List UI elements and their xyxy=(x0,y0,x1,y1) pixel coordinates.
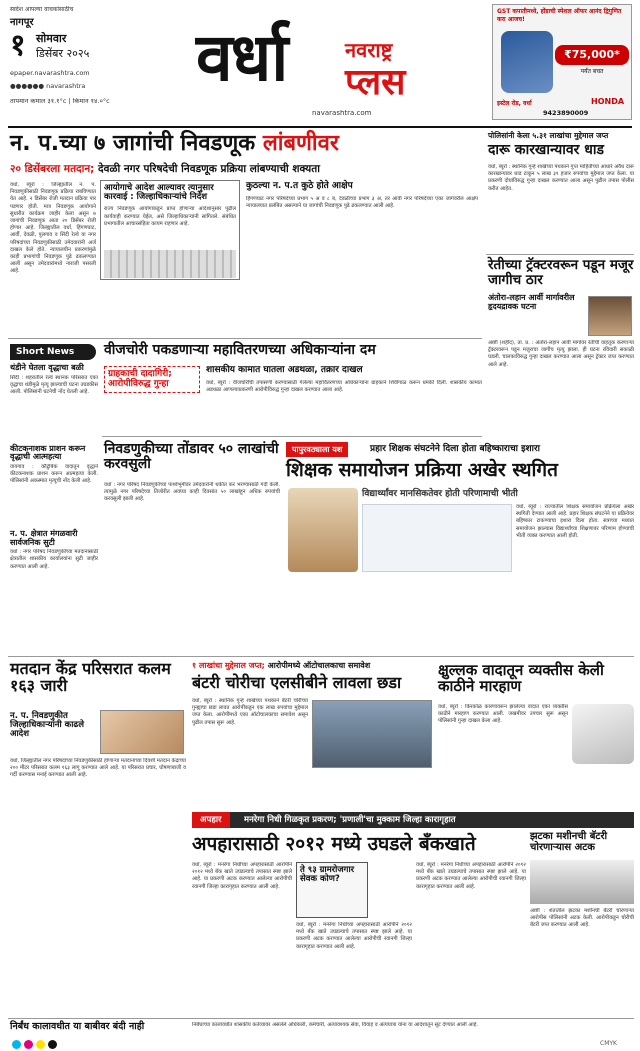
city: नागपूर xyxy=(10,17,34,28)
brand-main: वर्धा xyxy=(196,19,287,96)
lead-headline-a: न. प.च्या ७ जागांची निवडणूक xyxy=(10,131,263,156)
tractor-body: आष्टी (शहीद), ता. प्र. : अंतोरा-लहान आर्वी मार्गावर रेतीची वाहतूक करणाऱ्या ट्रॅक्टरवरून पडून मजुराचा जागीच मृत्यू झाला. ही घटना रविवारी सकाळी घडली. चालकाविरुद्ध गुन्हा दाखल करण्यात आला असून ट्रॅक्टर जप्त करण्यात आले आहे. xyxy=(488,340,634,368)
short-news-body: सिंदी : शहरातील रेल्वे स्थानक परिसरात एका वृद्धाचा थंडीमुळे मृत्यू झाल्याची घटना उघडकीस आली. पोलिसांनी घटनेची नोंद घेतली आहे. xyxy=(10,374,98,396)
ad-dealer: इस्टेल रोड, वर्धा xyxy=(497,100,532,107)
epaper-url[interactable]: epaper.navarashtra.com xyxy=(10,70,90,77)
tagline: स्वदेश आपल्या वाचकांसाठीच xyxy=(10,6,74,13)
teacher-strip xyxy=(286,442,634,457)
lead-kicker xyxy=(10,164,480,175)
lead-kicker-text: देवळी नगर परिषदेची निवडणूक प्रक्रिया लांबण्याची शक्यता xyxy=(98,163,320,175)
teacher-kicker: विद्यार्थ्यांवर मानसिकतेवर होती परिणामाची भीती xyxy=(362,489,518,499)
masthead xyxy=(0,0,640,128)
battery-tag xyxy=(192,662,432,671)
victim-photo xyxy=(588,296,632,336)
short-news-title: थंडीने घेतला वृद्धाचा बळी xyxy=(10,363,84,372)
honda-ad[interactable] xyxy=(492,4,632,120)
kidnap-strip-text: मनरेगा निधी गिळकृत प्रकरण; 'प्रणाली'चा मुक्काम जिल्हा कारागृहात xyxy=(244,815,456,825)
power-sub: शासकीय कामात घातला अडथळा, तक्रार दाखल xyxy=(206,365,363,375)
short-news-body: वर्धा : नगर परिषद निवडणुकीच्या मतदानासाठी क्षेत्रातील शासकीय कार्यालयांना सुटी जाहीर करण्यात आली आहे. xyxy=(10,549,98,570)
ad-price-note: पर्यंत बचत xyxy=(580,68,604,75)
tractor-title: रेतीच्या ट्रॅक्टरवरून पडून मजूर जागीच ठार xyxy=(488,257,634,288)
fight-title: क्षुल्लक वादातून व्यक्तीस केली काठीने मारहाण xyxy=(438,661,604,696)
teacher-arrow-text: प्रहार शिक्षक संघटनेने दिला होता बहिष्काराचा इशारा xyxy=(370,444,541,454)
liquor-title: दारू कारखान्यावर धाड xyxy=(488,142,604,158)
teacher-illustration xyxy=(288,488,358,572)
kidnap-title: अपहारासाठी २०१२ मध्ये उघडले बँकखाते xyxy=(192,833,476,855)
lead-kicker-red: २० डिसेंबरला मतदान; xyxy=(10,163,95,175)
battery-tag-rest: आरोपीमध्ये ऑटोचालकाचा समावेश xyxy=(267,661,371,670)
liquor-rule xyxy=(486,254,634,255)
footer-page: CMYK xyxy=(600,1040,617,1047)
kidnap-body-2: वर्धा, ब्यूरो : मनरेगा निधीच्या अपहारासाठी आरोपीने २०१२ मध्ये बँक खाते उघडल्याचे तपासात स्पष्ट झाले आहे. या प्रकरणी अटक करण्यात आलेल्या आरोपीची रवानगी जिल्हा कारागृहात करण्यात आली आहे. xyxy=(296,922,412,950)
short-news-badge xyxy=(10,344,96,360)
kidnap-box xyxy=(296,862,368,918)
polling-rule xyxy=(8,656,634,657)
lead-headline xyxy=(10,132,480,156)
short-news-list xyxy=(10,364,98,654)
lead-body: वर्धा, ब्यूरो : जिल्ह्यातील न. प. निवडणुकीसाठी निवडणूक प्रक्रिया राबविण्यात येत आहे. २ डिसेंबर रोजी मतदान प्रक्रिया पार पडणार होती. मात्र निवडणूक आयोगाने सुधारीत कार्यक्रम जाहीर केला असून ७ जागांची निवडणूक आता २० डिसेंबर रोजी होणार आहे. जिल्ह्यातील वर्धा, हिंगणघाट, आर्वी, देवळी, पुलगाव व सिंदी रेल्वे या नगर परिषदांच्या निवडणुकीसाठी उमेदवारांनी अर्ज दाखल केले होते. न्यायालयीन प्रकरणांमुळे काही प्रभागांची निवडणूक पुढे ढकलण्यात आली असून उमेदवारांमध्ये नाराजी पसरली आहे. xyxy=(10,182,96,275)
registration-mark xyxy=(12,1040,21,1049)
social-icons[interactable] xyxy=(10,82,150,92)
ad-offer: GST कपातीमध्ये, होंडाची स्पेशल ऑफर आनंद द्विगुणित करा आजच! xyxy=(497,8,622,23)
day: सोमवार xyxy=(36,32,67,45)
voting-finger-photo xyxy=(100,710,184,754)
jhatka-illustration xyxy=(530,860,634,904)
social-handle: navarashtra xyxy=(46,82,86,90)
short-news-body: वायगाव : कौटुंबिक वादातून वृद्धाने कीटकनाशक प्राशन करून आत्महत्या केली. पोलिसांनी अकस्मात मृत्यूची नोंद केली आहे. xyxy=(10,463,98,485)
polling-sub: न. प. निवडणुकीत जिल्हाधिकाऱ्यांनी काढले आदेश xyxy=(10,711,84,740)
fight-body: वर्धा, ब्यूरो : किरकोळ कारणावरून झालेल्या वादात एका व्यक्तीस काठीने मारहाण करण्यात आली. जखमीवर उपचार सुरू असून पोलिसांनी गुन्हा दाखल केला आहे. xyxy=(438,704,568,725)
ban-body: निर्बंधाच्या कालावधीत शासकीय कर्तव्यावर असलेले अधिकारी, कर्मचारी, अत्यावश्यक सेवा, विवाह व अंत्ययात्रा यांना या आदेशातून सूट देण्यात आली आहे. xyxy=(192,1022,479,1028)
battery-title: बंटरी चोरीचा एलसीबीने लावला छडा xyxy=(192,673,402,692)
teacher-body: वर्धा, ब्यूरो : राज्यातील शिक्षक समायोजन प्रक्रियेला अखेर स्थगिती देण्यात आली आहे. प्रहार शिक्षक संघटनेने या प्रक्रियेवर बहिष्कार टाकण्याचा इशारा दिला होता. सत्राच्या मध्यात समायोजन झाल्यास विद्यार्थ्यांच्या शिक्षणावर परिणाम होण्याची भीती व्यक्त करण्यात आली होती. xyxy=(516,504,634,539)
power-body: वर्धा, ब्यूरो : वीजचोरीची तपासणी करण्यासाठी गेलेल्या महावितरणच्या अधिकाऱ्यांना ग्राहकाने शिवीगाळ करून धमकी दिली. शासकीय कामात अडथळा आणल्याप्रकरणी आरोपीविरुद्ध गुन्हा दाखल करण्यात आला आहे. xyxy=(206,380,482,394)
date-number: १ xyxy=(10,28,26,63)
teacher-title: शिक्षक समायोजन प्रक्रिया अखेर स्थगित xyxy=(286,459,558,481)
fight-illustration xyxy=(572,704,634,764)
teacher-tag: पापुरवठ्याला यश xyxy=(286,442,348,457)
power-quote: ग्राहकाची दादागिरी; आरोपीविरुद्ध गुन्हा xyxy=(104,366,200,393)
social-icon: ●●●●●● xyxy=(10,82,47,90)
power-title: वीजचोरी पकडणाऱ्या महावितरणच्या अधिकाऱ्यांना दम xyxy=(104,342,376,358)
short-news-title: न. प. क्षेत्रात मंगळवारी सार्वजनिक सुटी xyxy=(10,528,78,547)
lead-box-head: आयोगाचे आदेश आल्यावर त्यानुसार कारवाई : जिल्हाधिकाऱ्यांचे निर्देश xyxy=(104,183,214,203)
polling-body: वर्धा, जिल्ह्यातील नगर परिषदांच्या निवडणुकीसाठी होणाऱ्या मतदानाच्या दिवशी मतदान केंद्राच्या २०० मीटर परिसरात कलम १६३ लागू करण्यात आले आहे. या परिसरात प्रचार, घोषणाबाजी व गर्दी करण्यास मनाई करण्यात आली आहे. xyxy=(10,758,186,779)
lead-headline-b: लांबणीवर xyxy=(262,131,339,156)
polling-title: मतदान केंद्र परिसरात कलम १६३ जारी xyxy=(10,659,171,696)
liquor-head: पोलिसांनी केला ५.३१ लाखांचा मुद्देमाल जप्त xyxy=(488,131,609,140)
kidnap-box-title: ते ९३ ग्रामरोजगार सेवक कोण? xyxy=(300,865,355,885)
ban-title: निर्बंध कालावधीत या बाबीवर बंदी नाही xyxy=(10,1021,145,1032)
teacher-diagram xyxy=(362,504,512,572)
short-news-label: Short News xyxy=(16,347,75,357)
ad-brand: HONDA xyxy=(591,97,625,106)
masthead-divider xyxy=(8,126,632,128)
scooter-image xyxy=(501,31,553,93)
kidnap-strip-label: अपहार xyxy=(192,812,230,828)
ad-price: ₹75,000* xyxy=(555,45,629,65)
tractor-kicker: अंतोरा-लहान आर्वी मार्गावरील हृदयद्रावक घटना xyxy=(488,293,575,311)
brand-sub2: प्लस xyxy=(345,62,406,103)
registration-mark xyxy=(36,1040,45,1049)
short-news-title: कीटकनाशक प्राशन करून वृद्धाची आत्महत्या xyxy=(10,443,86,462)
site-url[interactable]: navarashtra.com xyxy=(312,110,372,117)
liquor-body: वर्धा, ब्यूरो : स्थानिक गुन्हे शाखेच्या पथकाने गुप्त माहितीच्या आधारे अवैध दारू कारखान्यावर धाड टाकून ५ लाख ३१ हजार रुपयांचा मुद्देमाल जप्त केला. या प्रकरणी दोघांविरुद्ध गुन्हा दाखल करण्यात आला असून पुढील तपास पोलीस करीत आहेत. xyxy=(488,164,634,192)
police-team-photo xyxy=(312,700,432,768)
tax-title: निवडणुकीच्या तोंडावर ५० लाखांची करवसुली xyxy=(104,441,279,473)
registration-mark xyxy=(24,1040,33,1049)
kidnap-body: वर्धा, ब्यूरो : मनरेगा निधीच्या अपहारासाठी आरोपीने २०१२ मध्ये बँक खाते उघडल्याचे तपासात स्पष्ट झाले आहे. या प्रकरणी अटक करण्यात आलेल्या आरोपीची रवानगी जिल्हा कारागृहात करण्यात आली आहे. xyxy=(192,862,292,890)
lead-bottom-rule xyxy=(8,338,482,339)
power-rule xyxy=(102,436,482,437)
kidnap-strip xyxy=(192,812,634,828)
battery-body: वर्धा, ब्यूरो : स्थानिक गुन्हे शाखेच्या पथकाने बॅटरी चोरीच्या गुन्ह्याचा छडा लावत आरोपींकडून एक लाख रुपयांचा मुद्देमाल जप्त केला. आरोपींमध्ये एका ऑटोचालकाचा समावेश असून पुढील तपास सुरू आहे. xyxy=(192,698,308,726)
battery-tag-red: १ लाखांचा मुद्देमाल जप्त; xyxy=(192,661,265,670)
lead-side-body: हिंगणघाट नगर परिषदेच्या प्रभाग ५ अ व ८ ब, देवळीच्या प्रभाग ३ अ, तर आर्वी नगर परिषदेच्या एका जागेवरील आक्षेप न्यायालयात प्रलंबित असल्याने या जागांची निवडणूक पुढे ढकलण्यात आली आहे. xyxy=(246,196,478,210)
lead-box-body: राज्य निवडणूक आयोगाकडून प्राप्त होणाऱ्या आदेशानुसार पुढील कार्यवाही करण्यात येईल, असे जिल्हाधिकाऱ्यांनी सांगितले. संबंधित प्रभागातील आचारसंहिता कायम राहणार आहे. xyxy=(104,206,236,227)
lead-side-head: कुठल्या न. प.त कुठे होते आक्षेप xyxy=(246,181,353,191)
jhatka-title: झटका मशीनची बॅटरी चोरणाऱ्यास अटक xyxy=(530,831,608,853)
kidnap-body-3: वर्धा, ब्यूरो : मनरेगा निधीच्या अपहारासाठी आरोपीने २०१२ मध्ये बँक खाते उघडल्याचे तपासात स्पष्ट झाले आहे. या प्रकरणी अटक करण्यात आलेल्या आरोपीची रवानगी जिल्हा कारागृहात करण्यात आली आहे. xyxy=(416,862,526,890)
ad-phone: 9423890009 xyxy=(543,109,589,117)
weather: तापमान कमाल ३१.१°c | किमान १४.०°c xyxy=(10,98,110,105)
tax-body: वर्धा : नगर परिषद निवडणुकीच्या पार्श्वभूमीवर उमेदवारांनी थकीत कर भरण्यासाठी गर्दी केली. त्यामुळे नगर परिषदेच्या तिजोरीत अवघ्या काही दिवसांत ५० लाखांहून अधिक रुपयांची करवसुली झाली आहे. xyxy=(104,482,280,503)
date: डिसेंबर २०२५ xyxy=(36,47,90,60)
jhatka-body: आष्टी : शेतातील झटका मशीनची बॅटरी चोरणाऱ्या आरोपीस पोलिसांनी अटक केली. आरोपीकडून चोरीची बॅटरी जप्त करण्यात आली आहे. xyxy=(530,908,634,929)
ballot-image xyxy=(104,250,236,278)
ban-rule xyxy=(8,1018,634,1019)
brand-sub1: नवराष्ट्र xyxy=(345,38,393,62)
registration-mark xyxy=(48,1040,57,1049)
